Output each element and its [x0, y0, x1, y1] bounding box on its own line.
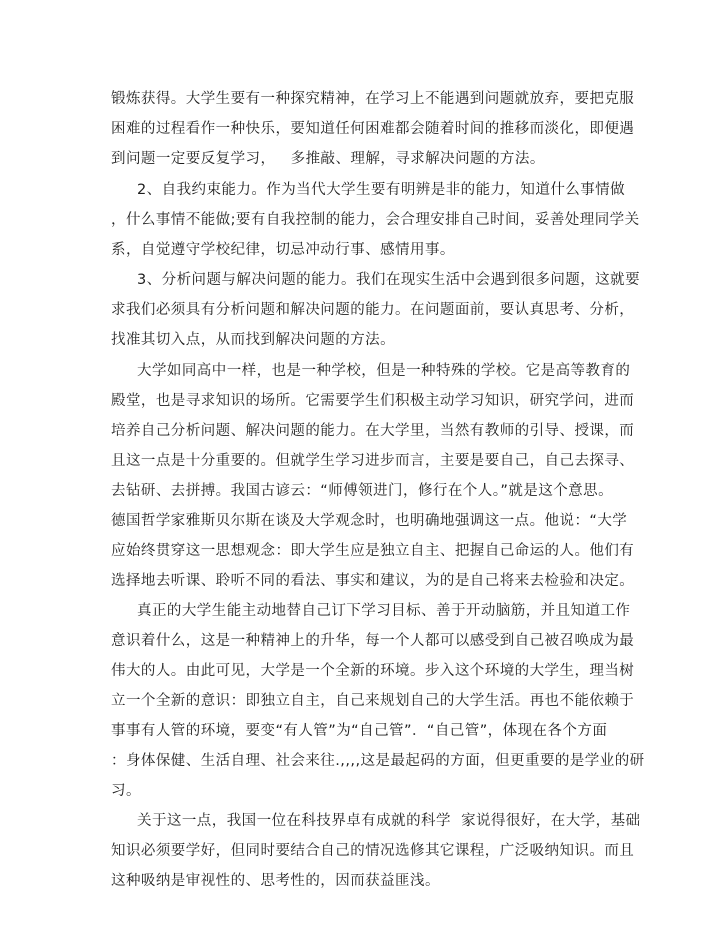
- text-line: 选择地去听课、聆听不同的看法、事实和建议，为的是自己将来去检验和决定。: [111, 573, 635, 589]
- text-line: ，什么事情不能做;要有自我控制的能力，会合理安排自己时间，妥善处理同学关: [111, 212, 640, 228]
- text-line: 知识必须要学好，但同时要结合自己的情况选修其它课程，广泛吸纳知识。而且: [111, 843, 635, 859]
- text-line: 伟大的人。由此可见，大学是一个全新的环境。步入这个环境的大学生，理当树: [111, 663, 635, 679]
- text-line: 关于这一点，我国一位在科技界卓有成就的科学 家说得很好，在大学，基础: [137, 813, 641, 829]
- text-line: ：身体保健、生活自理、社会来往.,,,,这是最起码的方面，但更重要的是学业的研: [111, 753, 645, 769]
- text-line: 去钻研、去拼搏。我国古谚云：“师傅领进门，修行在个人。”就是这个意思。: [111, 483, 614, 499]
- text-line: 事事有人管的环境，要变“有人管”为“自己管”．“自己管”，体现在各个方面: [111, 723, 608, 739]
- text-line: 真正的大学生能主动地替自己订下学习目标、善于开动脑筋，并且知道工作: [137, 603, 631, 619]
- text-line: 大学如同高中一样，也是一种学校，但是一种特殊的学校。它是高等教育的: [137, 363, 631, 379]
- text-line: 到问题一定要反复学习， 多推敲、理解，寻求解决问题的方法。: [111, 151, 545, 167]
- text-line: 立一个全新的意识：即独立自主，自己来规划自己的大学生活。再也不能依赖于: [111, 693, 635, 709]
- text-line: 2、自我约束能力。作为当代大学生要有明辨是非的能力，知道什么事情做: [137, 182, 626, 198]
- text-line: 系，自觉遵守学校纪律，切忌冲动行事、感情用事。: [111, 242, 455, 258]
- text-line: 困难的过程看作一种快乐，要知道任何困难都会随着时间的推移而淡化，即便遇: [111, 121, 635, 137]
- text-line: 3、分析问题与解决问题的能力。我们在现实生活中会遇到很多问题，这就要: [137, 272, 641, 288]
- text-line: 且这一点是十分重要的。但就学生学习进步而言，主要是要自己，自己去探寻、: [111, 453, 635, 469]
- text-line: 培养自己分析问题、解决问题的能力。在大学里，当然有教师的引导、授课，而: [111, 423, 635, 439]
- text-line: 这种吸纳是审视性的、思考性的，因而获益匪浅。: [111, 873, 440, 889]
- text-line: 殿堂，也是寻求知识的场所。它需要学生们积极主动学习知识，研究学问，进而: [111, 393, 635, 409]
- text-line: 找准其切入点，从而找到解决问题的方法。: [111, 332, 396, 348]
- text-line: 求我们必须具有分析问题和解决问题的能力。在问题面前，要认真思考、分析，: [111, 302, 635, 318]
- text-line: 意识着什么，这是一种精神上的升华，每一个人都可以感受到自己被召唤成为最: [111, 633, 635, 649]
- text-line: 德国哲学家雅斯贝尔斯在谈及大学观念时，也明确地强调这一点。他说：“大学: [111, 513, 628, 529]
- text-line: 锻炼获得。大学生要有一种探究精神，在学习上不能遇到问题就放弃，要把克服: [111, 91, 635, 107]
- text-line: 习。: [111, 783, 141, 799]
- text-line: 应始终贯穿这一思想观念：即大学生应是独立自主、把握自己命运的人。他们有: [111, 543, 635, 559]
